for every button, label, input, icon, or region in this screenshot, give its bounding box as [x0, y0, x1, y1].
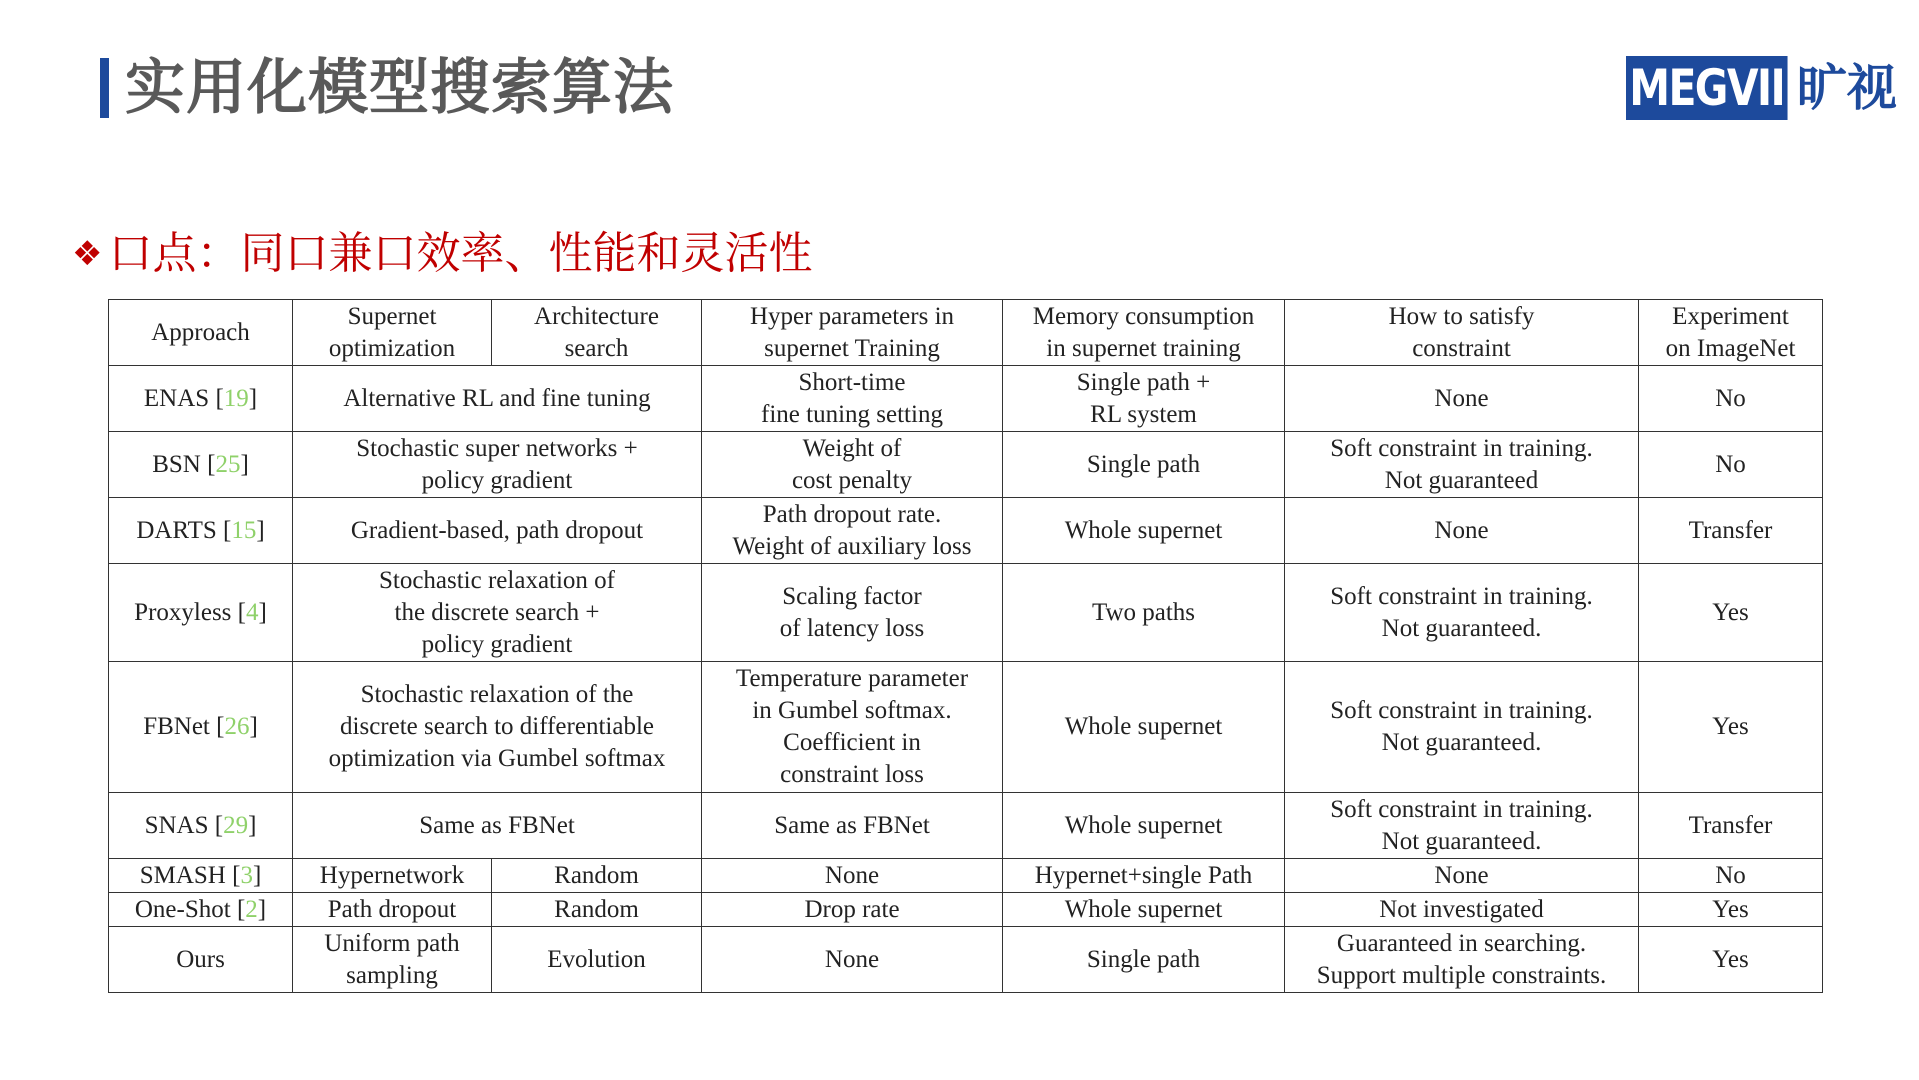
citation-ref: 15	[231, 516, 257, 544]
method-cell: Stochastic relaxation of the discrete search + policy gradient	[293, 564, 702, 662]
hyper-cell: Path dropout rate. Weight of auxiliary loss	[702, 498, 1003, 564]
table-row	[109, 893, 1823, 927]
table-header-row	[109, 300, 1823, 366]
header-architecture-search: Architecture search	[492, 300, 702, 366]
header-constraint: How to satisfy constraint	[1285, 300, 1639, 366]
hyper-cell: Temperature parameter in Gumbel softmax. Coefficient in constraint loss	[702, 662, 1003, 793]
table-row	[109, 662, 1823, 793]
arch-search-cell: Random	[492, 893, 702, 927]
title-accent-bar	[100, 58, 109, 118]
approach-cell: Ours	[109, 927, 293, 993]
table-row	[109, 432, 1823, 498]
memory-cell: Whole supernet	[1003, 893, 1285, 927]
memory-cell: Whole supernet	[1003, 662, 1285, 793]
imagenet-cell: Transfer	[1639, 793, 1823, 859]
method-cell: Stochastic super networks + policy gradient	[293, 432, 702, 498]
hyper-cell: Same as FBNet	[702, 793, 1003, 859]
constraint-cell: None	[1285, 859, 1639, 893]
imagenet-cell: No	[1639, 366, 1823, 432]
table-row	[109, 366, 1823, 432]
citation-ref: 2	[245, 895, 258, 923]
subtitle-text: 口点：同口兼口效率、性能和灵活性	[108, 228, 813, 279]
arch-search-cell: Evolution	[492, 927, 702, 993]
memory-cell: Single path	[1003, 927, 1285, 993]
memory-cell: Whole supernet	[1003, 793, 1285, 859]
hyper-cell: Weight of cost penalty	[702, 432, 1003, 498]
approach-cell: ENAS [19]	[109, 366, 293, 432]
logo-cn-text: 旷视	[1796, 59, 1897, 117]
header-memory-consumption: Memory consumption in supernet training	[1003, 300, 1285, 366]
hyper-cell: Scaling factor of latency loss	[702, 564, 1003, 662]
approach-cell: Proxyless [4]	[109, 564, 293, 662]
diamond-bullet-icon: ❖	[72, 234, 103, 274]
logo-brand: MEGVII	[1626, 56, 1787, 120]
constraint-cell: Not investigated	[1285, 893, 1639, 927]
approach-cell: One-Shot [2]	[109, 893, 293, 927]
memory-cell: Two paths	[1003, 564, 1285, 662]
supernet-opt-cell: Uniform path sampling	[293, 927, 492, 993]
table-row	[109, 793, 1823, 859]
constraint-cell: None	[1285, 366, 1639, 432]
citation-ref: 29	[223, 811, 249, 839]
method-cell: Alternative RL and fine tuning	[293, 366, 702, 432]
page-title: 实用化模型搜索算法	[125, 53, 674, 123]
table-row	[109, 564, 1823, 662]
citation-ref: 3	[240, 861, 253, 889]
header-imagenet: Experiment on ImageNet	[1639, 300, 1823, 366]
comparison-table	[108, 299, 1823, 993]
arch-search-cell: Random	[492, 859, 702, 893]
header-approach: Approach	[109, 300, 293, 366]
imagenet-cell: Transfer	[1639, 498, 1823, 564]
constraint-cell: None	[1285, 498, 1639, 564]
table-row	[109, 498, 1823, 564]
megvii-logo	[1626, 56, 1897, 120]
subtitle	[72, 224, 812, 284]
approach-cell: BSN [25]	[109, 432, 293, 498]
constraint-cell: Soft constraint in training. Not guaranteed.	[1285, 662, 1639, 793]
imagenet-cell: Yes	[1639, 927, 1823, 993]
imagenet-cell: Yes	[1639, 893, 1823, 927]
constraint-cell: Guaranteed in searching. Support multiple constraints.	[1285, 927, 1639, 993]
citation-ref: 19	[223, 384, 249, 412]
hyper-cell: Short-time fine tuning setting	[702, 366, 1003, 432]
hyper-cell: None	[702, 859, 1003, 893]
imagenet-cell: Yes	[1639, 564, 1823, 662]
method-cell: Same as FBNet	[293, 793, 702, 859]
supernet-opt-cell: Path dropout	[293, 893, 492, 927]
method-cell: Stochastic relaxation of the discrete search to differentiable optimization via Gumbel softmax	[293, 662, 702, 793]
constraint-cell: Soft constraint in training. Not guaranteed.	[1285, 793, 1639, 859]
approach-cell: FBNet [26]	[109, 662, 293, 793]
method-cell: Gradient-based, path dropout	[293, 498, 702, 564]
approach-cell: SMASH [3]	[109, 859, 293, 893]
supernet-opt-cell: Hypernetwork	[293, 859, 492, 893]
approach-cell: SNAS [29]	[109, 793, 293, 859]
citation-ref: 25	[215, 450, 241, 478]
constraint-cell: Soft constraint in training. Not guaranteed	[1285, 432, 1639, 498]
imagenet-cell: Yes	[1639, 662, 1823, 793]
memory-cell: Single path + RL system	[1003, 366, 1285, 432]
memory-cell: Hypernet+single Path	[1003, 859, 1285, 893]
header-supernet-optimization: Supernet optimization	[293, 300, 492, 366]
citation-ref: 4	[245, 598, 259, 626]
hyper-cell: Drop rate	[702, 893, 1003, 927]
citation-ref: 26	[224, 713, 250, 740]
table-row	[109, 859, 1823, 893]
header-hyper-parameters: Hyper parameters in supernet Training	[702, 300, 1003, 366]
approach-cell: DARTS [15]	[109, 498, 293, 564]
memory-cell: Single path	[1003, 432, 1285, 498]
constraint-cell: Soft constraint in training. Not guaranteed.	[1285, 564, 1639, 662]
imagenet-cell: No	[1639, 859, 1823, 893]
hyper-cell: None	[702, 927, 1003, 993]
table-row	[109, 927, 1823, 993]
imagenet-cell: No	[1639, 432, 1823, 498]
memory-cell: Whole supernet	[1003, 498, 1285, 564]
